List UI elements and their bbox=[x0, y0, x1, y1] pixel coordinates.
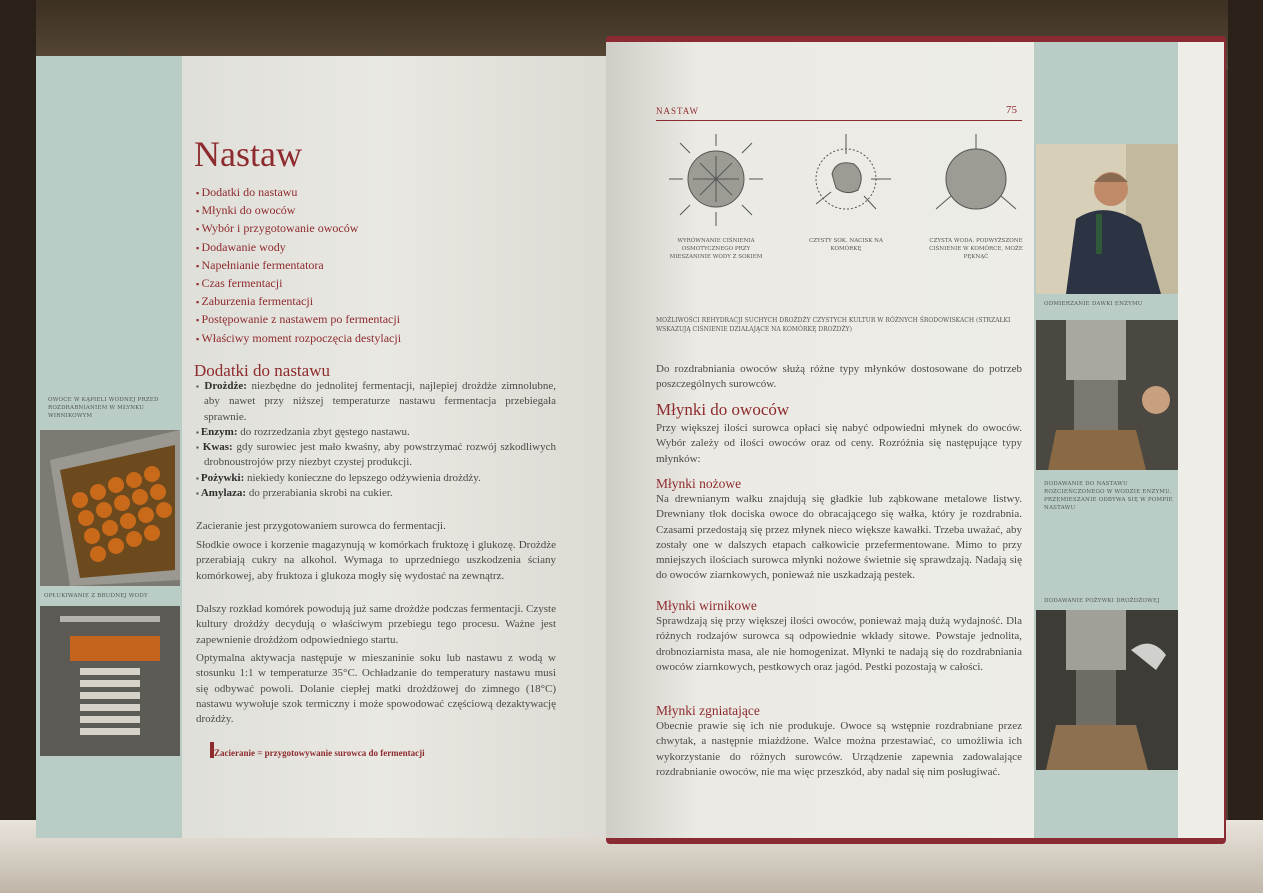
background-right bbox=[1228, 0, 1263, 893]
additive-term: Pożywki: bbox=[200, 471, 245, 484]
caption-washer: OPŁUKIWANIE Z BRUDNEJ WODY bbox=[44, 593, 148, 599]
toc-item: ▪ Wybór i przygotowanie owoców bbox=[196, 220, 401, 238]
caption-apples: OWOCE W KĄPIELI WODNEJ PRZED ROZDRABNIANIEM W MŁYNKU WIRNIKOWYM bbox=[48, 397, 159, 419]
background-left bbox=[0, 0, 36, 893]
paragraph: Dalszy rozkład komórek powodują już same drożdże podczas fermentacji. Czyste kultury drożdży decydują o właściwym przebiegu tego procesu. Ważne jest zapewnienie drożdżom odpowiedniego startu. bbox=[196, 603, 556, 646]
diagram-caption: CZYSTY SOK. NACISK NA KOMÓRKĘ bbox=[809, 238, 883, 252]
additive-item bbox=[196, 425, 556, 440]
additive-text: niezbędne do jednolitej fermentacji, najlepiej drożdże zimnolubne, aby nawet przy niższej temperaturze nastawu fermentacja przebiegała sprawnie. bbox=[204, 380, 557, 423]
additive-item bbox=[196, 471, 556, 486]
caption-mill: DODAWANIE DO NASTAWU ROZCIEŃCZONEGO W WODZIE ENZYMU. PRZEMIESZANIE ODBYWA SIĘ W POMPIE NASTAWU bbox=[1044, 481, 1173, 511]
paragraph: Słodkie owoce i korzenie magazynują w komórkach fruktozę i glukozę. Drożdże przerabiają cukry na alkohol. Wymaga to uprzedniego uszkodzenia ściany komórkowej, aby fruktoza i glukoza mogły się wydostać na zewnątrz. bbox=[196, 539, 556, 582]
toc-item: ▪ Zaburzenia fermentacji bbox=[196, 293, 401, 311]
running-head: NASTAW bbox=[656, 106, 700, 116]
subsection-text: Obecnie prawie się ich nie produkuje. Owoce są wstępnie rozdrabniane przez chwytak, a następnie miażdżone. Walce można przestawiać, co umożliwia ich wykorzystanie do różnych surowców. Urządzenie zapewnia zadowalające rozdrabnianie owoców, nie ma więc przeszkód, aby nadal się nim posługiwać. bbox=[656, 720, 1022, 778]
toc-item: ▪ Napełnianie fermentatora bbox=[196, 257, 401, 275]
chapter-title: Nastaw bbox=[194, 134, 302, 174]
section-paragraph: Przy większej ilości surowca opłaci się nabyć odpowiedni młynek do owoców. Wybór zależy od ilości owoców oraz od ceny. Rozróżnia się następujące typy młynków: bbox=[656, 422, 1022, 465]
additive-term: Amylaza: bbox=[200, 487, 247, 500]
subsection-heading: Młynki nożowe bbox=[656, 476, 742, 491]
additive-text: do rozrzedzania zbyt gęstego nastawu. bbox=[240, 425, 410, 438]
toc-item: ▪ Dodatki do nastawu bbox=[196, 184, 401, 202]
subsection-text: Sprawdzają się przy większej ilości owoców, ponieważ mają dużą wydajność. Dla różnych rodzajów surowca są odpowiednie wkłady sitowe. Powstaje jednolita, drobnoziarnista masa, ale nie homogenizat. Młynki te nadają się do rozdrabniania owoców ziarnkowych, pestkowych oraz jagód. Pestki pozostają w całości. bbox=[656, 615, 1022, 673]
toc-item: ▪ Młynki do owoców bbox=[196, 202, 401, 220]
additive-item bbox=[196, 379, 556, 425]
toc-item: ▪ Dodawanie wody bbox=[196, 239, 401, 257]
additive-item bbox=[196, 440, 556, 471]
section-heading-additives: Dodatki do nastawu bbox=[194, 361, 330, 380]
footnote: Zacieranie = przygotowywanie surowca do fermentacji bbox=[214, 748, 425, 758]
caption-enzyme: ODMIERZANIE DAWKI ENZYMU bbox=[1044, 301, 1143, 307]
paragraph: Zacieranie jest przygotowaniem surowca do fermentacji. bbox=[196, 520, 446, 532]
caption-nutrient: DODAWANIE POŻYWKI DROŻDŻOWEJ bbox=[1044, 598, 1160, 604]
chapter-toc bbox=[196, 184, 401, 348]
additive-item bbox=[196, 486, 556, 501]
subsection-heading: Młynki zgniatające bbox=[656, 703, 760, 718]
additive-text: do przerabiania skrobi na cukier. bbox=[248, 487, 393, 500]
page-number: 75 bbox=[1006, 104, 1017, 116]
figure-caption: MOŻLIWOŚCI REHYDRACJI SUCHYCH DROŻDŻY CZYSTYCH KULTUR W RÓŻNYCH ŚRODOWISKACH (STRZAŁKI WSKAZUJĄ CIŚNIENIE DZIAŁAJĄCE NA KOMÓRKĘ DROŻDŻY) bbox=[656, 317, 1011, 333]
additive-term: Drożdże: bbox=[204, 380, 247, 392]
additive-text: niekiedy konieczne do lepszego odżywienia drożdży. bbox=[246, 471, 481, 484]
header-rule bbox=[656, 120, 1022, 121]
diagram-caption: WYRÓWNANIE CIŚNIENIA OSMOTYCZNEGO PRZY MIESZANINIE WODY Z SOKIEM bbox=[669, 238, 763, 260]
additives-list bbox=[196, 379, 556, 501]
section-heading-mills: Młynki do owoców bbox=[656, 400, 790, 419]
mill-photo bbox=[1036, 320, 1178, 470]
left-page bbox=[36, 56, 608, 838]
enzyme-photo bbox=[1036, 144, 1178, 294]
additive-term: Kwas: bbox=[202, 441, 233, 454]
additive-text: gdy surowiec jest mało kwaśny, aby powstrzymać rozwój szkodliwych drobnoustrojów przy niezbyt czystej produkcji. bbox=[204, 441, 556, 469]
additive-term: Enzym: bbox=[200, 425, 238, 438]
subsection-text: Na drewnianym wałku znajdują się gładkie lub ząbkowane metalowe listwy. Drewniany tłok dociska owoce do obracającego się wałka, który je rozdrabnia. Czasami przedostają się przez młynek nieco większe kawałki. Trzeba uważać, aby zostały one w dalszych etapach całkowicie przefermentowane. Mimo to przy mniejszych ilościach surowca młynki nożowe świetnie się sprawdzają. Nadają się do owoców ziarnkowych, ponieważ nie uszkadzają pestek. bbox=[656, 493, 1022, 582]
washer-photo bbox=[40, 606, 180, 756]
diagram-caption: CZYSTA WODA. PODWYŻSZONE CIŚNIENIE W KOMÓRCE, MOŻE PĘKNĄĆ bbox=[929, 238, 1023, 260]
intro-paragraph: Do rozdrabniania owoców służą różne typy młynków dostosowane do potrzeb poszczególnych surowców. bbox=[656, 363, 1022, 391]
apples-photo bbox=[40, 430, 180, 586]
toc-item: ▪ Postępowanie z nastawem po fermentacji bbox=[196, 311, 401, 329]
toc-item: ▪ Czas fermentacji bbox=[196, 275, 401, 293]
toc-item: ▪ Właściwy moment rozpoczęcia destylacji bbox=[196, 330, 401, 348]
subsection-heading: Młynki wirnikowe bbox=[656, 598, 757, 613]
nutrient-photo bbox=[1036, 610, 1178, 770]
paragraph: Optymalna aktywacja następuje w mieszaninie soku lub nastawu z wodą w stosunku 1:1 w temperaturze 35°C. Ochładzanie do temperatury nastawu musi się odbywać powoli. Dolanie ciepłej matki drożdżowej do zimnego (18°C) nastawu wywołuje szok termiczny i może spowodować częściową dezaktywację drożdży. bbox=[196, 652, 556, 726]
right-page bbox=[606, 42, 1224, 838]
osmosis-diagram bbox=[666, 134, 1026, 229]
